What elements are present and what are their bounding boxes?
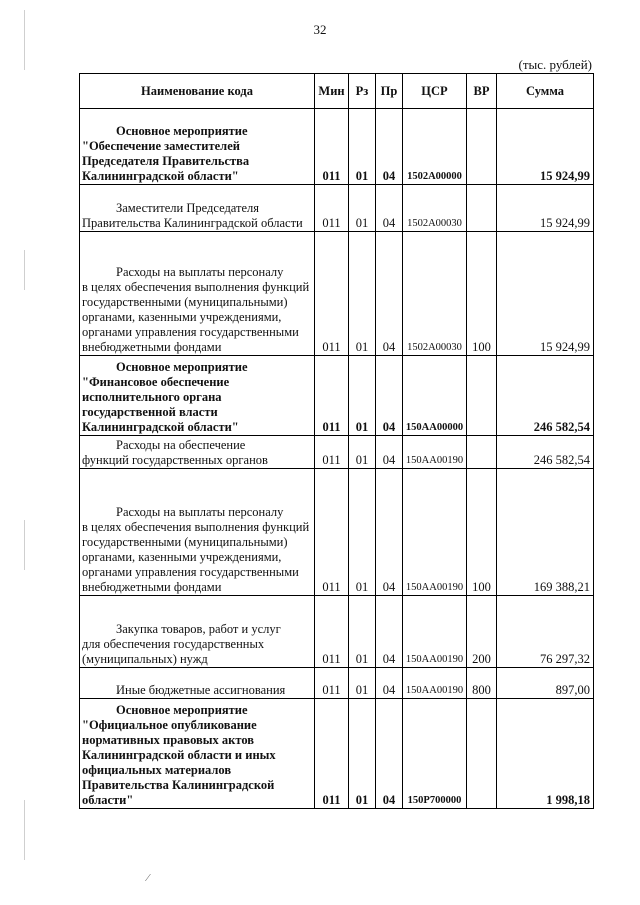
row-rz: 01 [349, 436, 376, 469]
row-pr: 04 [376, 668, 403, 699]
header-min: Мин [315, 74, 349, 109]
row-pr: 04 [376, 109, 403, 185]
row-sum: 169 388,21 [497, 469, 594, 596]
row-vr [467, 109, 497, 185]
row-rz: 01 [349, 232, 376, 356]
row-csr: 150АА00190 [403, 668, 467, 699]
row-pr: 04 [376, 596, 403, 668]
row-rz: 01 [349, 596, 376, 668]
row-sum: 15 924,99 [497, 185, 594, 232]
row-sum: 15 924,99 [497, 109, 594, 185]
row-vr [467, 185, 497, 232]
page-number: 32 [313, 22, 327, 37]
scan-margin-line [24, 520, 25, 570]
row-min: 011 [315, 109, 349, 185]
row-csr: 150АА00190 [403, 469, 467, 596]
header-pr: Пр [376, 74, 403, 109]
row-min: 011 [315, 232, 349, 356]
row-name: Основное мероприятие "Официальное опубликование нормативных правовых актов Калининградской области и иных официальных материалов Правительства Калининградской области" [80, 699, 315, 809]
row-vr: 200 [467, 596, 497, 668]
row-pr: 04 [376, 469, 403, 596]
row-sum: 15 924,99 [497, 232, 594, 356]
row-name: Основное мероприятие "Финансовое обеспечение исполнительного органа государственной власти Калининградской области" [80, 356, 315, 436]
row-csr: 1502А00000 [403, 109, 467, 185]
row-name: Расходы на выплаты персоналу в целях обеспечения выполнения функций государственными (муниципальными) органами, казенными учреждениями, органами управления государственными внебюджетными фондами [80, 469, 315, 596]
table-row [80, 356, 594, 436]
row-name: Расходы на выплаты персоналу в целях обеспечения выполнения функций государственными (муниципальными) органами, казенными учреждениями, органами управления государственными внебюджетными фондами [80, 232, 315, 356]
scan-margin-line [24, 10, 25, 70]
header-csr: ЦСР [403, 74, 467, 109]
row-pr: 04 [376, 356, 403, 436]
table-row [80, 699, 594, 809]
table-row [80, 232, 594, 356]
row-sum: 1 998,18 [497, 699, 594, 809]
row-csr: 1502А00030 [403, 185, 467, 232]
table-row [80, 436, 594, 469]
row-csr: 150АА00190 [403, 596, 467, 668]
row-vr: 100 [467, 469, 497, 596]
row-min: 011 [315, 356, 349, 436]
row-rz: 01 [349, 469, 376, 596]
header-sum: Сумма [497, 74, 594, 109]
row-min: 011 [315, 668, 349, 699]
row-vr: 100 [467, 232, 497, 356]
table-row [80, 596, 594, 668]
budget-table [79, 73, 594, 809]
row-name: Расходы на обеспечение функций государственных органов [80, 436, 315, 469]
row-rz: 01 [349, 699, 376, 809]
row-vr [467, 356, 497, 436]
table-row [80, 668, 594, 699]
row-rz: 01 [349, 356, 376, 436]
header-vr: ВР [467, 74, 497, 109]
row-csr: 150АА00000 [403, 356, 467, 436]
row-min: 011 [315, 436, 349, 469]
row-min: 011 [315, 469, 349, 596]
units-label: (тыс. рублей) [518, 57, 592, 72]
row-pr: 04 [376, 699, 403, 809]
row-vr [467, 436, 497, 469]
row-vr: 800 [467, 668, 497, 699]
row-pr: 04 [376, 185, 403, 232]
header-rz: Рз [349, 74, 376, 109]
scan-artifact-mark: ⁄ [147, 872, 149, 884]
row-sum: 246 582,54 [497, 436, 594, 469]
row-min: 011 [315, 596, 349, 668]
row-name: Закупка товаров, работ и услуг для обеспечения государственных (муниципальных) нужд [80, 596, 315, 668]
row-pr: 04 [376, 232, 403, 356]
row-min: 011 [315, 185, 349, 232]
header-name: Наименование кода [80, 74, 315, 109]
row-sum: 76 297,32 [497, 596, 594, 668]
table-row [80, 109, 594, 185]
row-vr [467, 699, 497, 809]
table-row [80, 469, 594, 596]
row-name: Основное мероприятие "Обеспечение заместителей Председателя Правительства Калининградской области" [80, 109, 315, 185]
scan-margin-line [24, 250, 25, 290]
row-rz: 01 [349, 668, 376, 699]
row-csr: 150АА00190 [403, 436, 467, 469]
row-sum: 897,00 [497, 668, 594, 699]
row-csr: 150Р700000 [403, 699, 467, 809]
scan-margin-line [24, 800, 25, 860]
row-name: Заместители Председателя Правительства Калининградской области [80, 185, 315, 232]
table-row [80, 185, 594, 232]
row-min: 011 [315, 699, 349, 809]
row-pr: 04 [376, 436, 403, 469]
row-rz: 01 [349, 185, 376, 232]
row-name: Иные бюджетные ассигнования [80, 668, 315, 699]
row-rz: 01 [349, 109, 376, 185]
row-csr: 1502А00030 [403, 232, 467, 356]
row-sum: 246 582,54 [497, 356, 594, 436]
table-header-row [80, 74, 594, 109]
